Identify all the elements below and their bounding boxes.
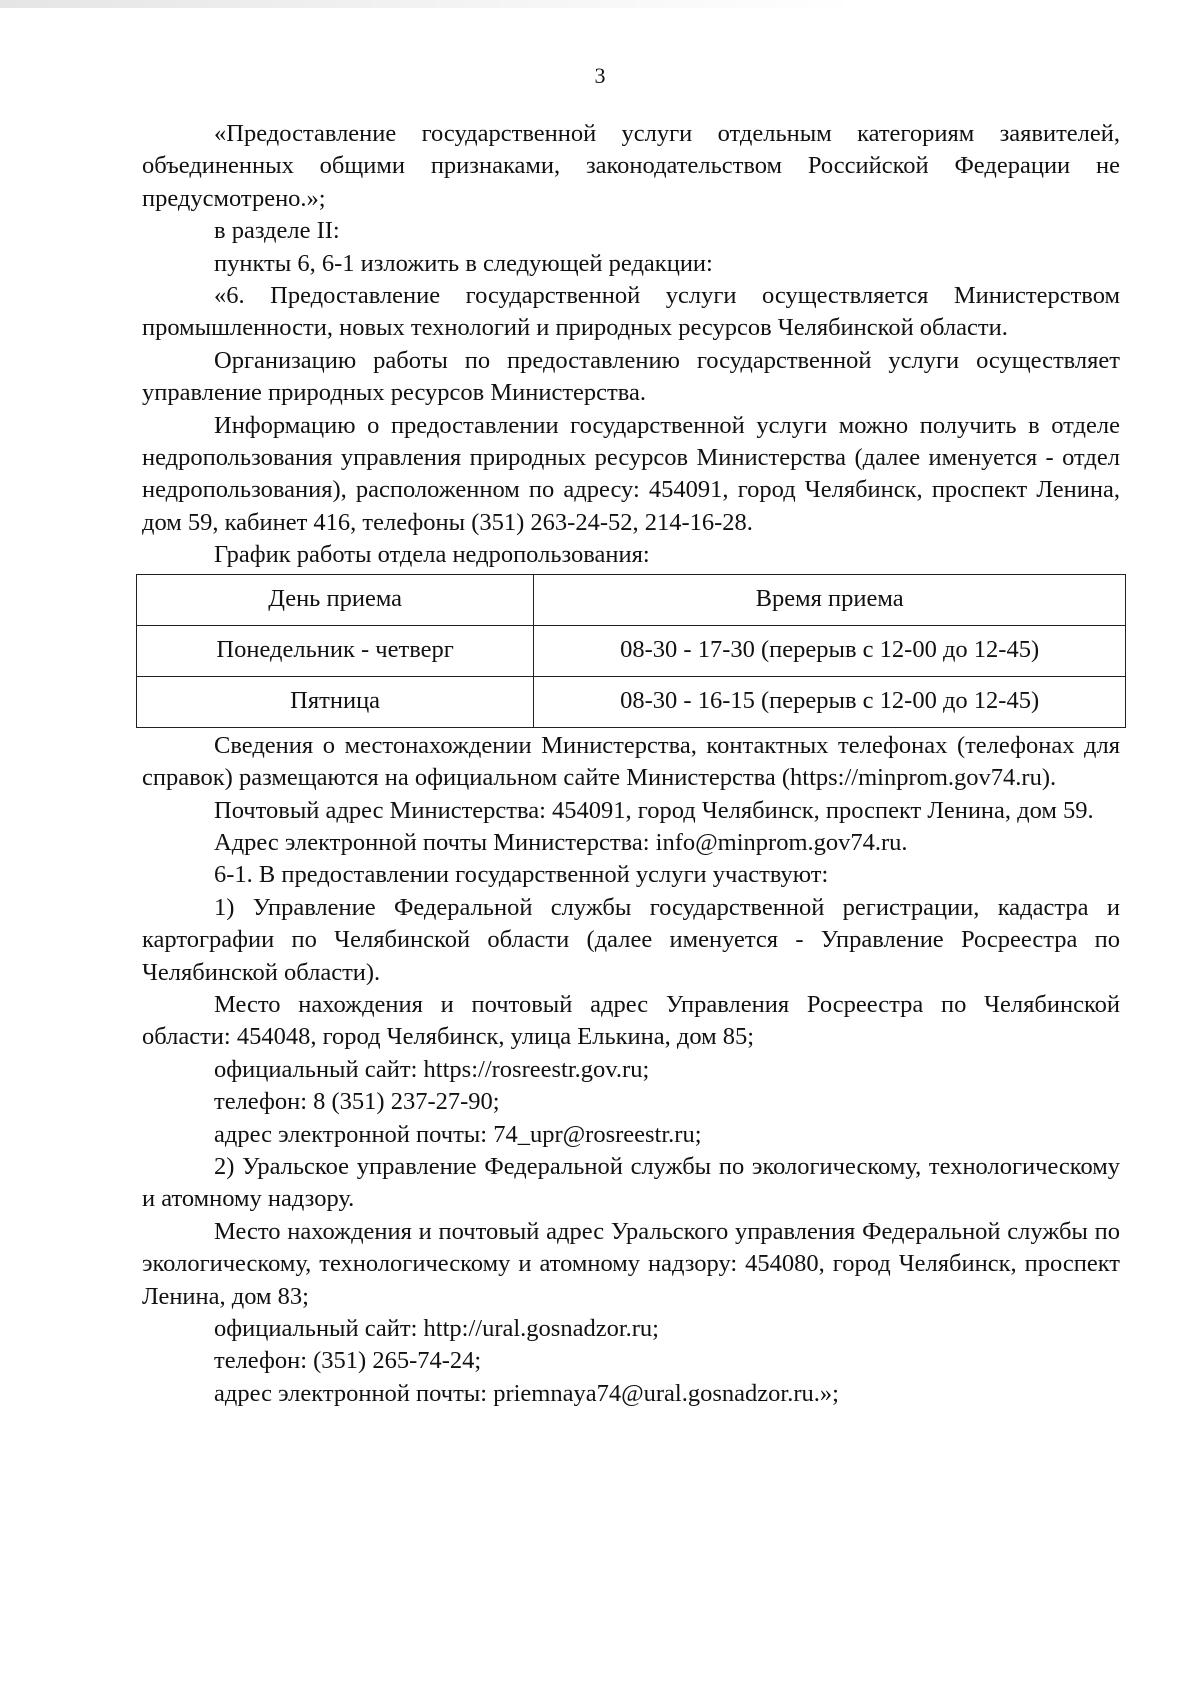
table-cell-time: 08-30 - 16-15 (перерыв с 12-00 до 12-45) bbox=[534, 676, 1126, 727]
table-header-row bbox=[137, 574, 1126, 625]
paragraph: адрес электронной почты: 74_upr@rosreestr.ru; bbox=[214, 1120, 702, 1148]
scan-edge-artifact bbox=[0, 0, 860, 8]
paragraph: «Предоставление государственной услуги отдельным категориям заявителей, объединенных общими признаками, законодательством Российской Федерации не предусмотрено.»; bbox=[142, 120, 1120, 212]
paragraph: Сведения о местонахождении Министерства, контактных телефонах (телефонах для справок) размещаются на официальном сайте Министерства (https://minprom.gov74.ru). bbox=[142, 731, 1120, 792]
paragraph: 1) Управление Федеральной службы государственной регистрации, кадастра и картографии по Челябинской области (далее именуется - Управление Росреестра по Челябинской области). bbox=[142, 893, 1120, 986]
paragraph: Организацию работы по предоставлению государственной услуги осуществляет управление природных ресурсов Министерства. bbox=[142, 346, 1120, 407]
paragraph: официальный сайт: https://rosreestr.gov.ru; bbox=[214, 1055, 650, 1083]
page-number: 3 bbox=[594, 63, 606, 88]
table-cell-time: 08-30 - 17-30 (перерыв с 12-00 до 12-45) bbox=[534, 625, 1126, 676]
paragraph: адрес электронной почты: priemnaya74@ural.gosnadzor.ru.»; bbox=[214, 1379, 839, 1407]
table-row bbox=[137, 625, 1126, 676]
paragraph: Почтовый адрес Министерства: 454091, город Челябинск, проспект Ленина, дом 59. bbox=[214, 796, 1094, 824]
paragraph: Информацию о предоставлении государственной услуги можно получить в отделе недропользования управления природных ресурсов Министерства (далее именуется - отдел недропользования), расположенном по адресу: 454091, город Челябинск, проспект Ленина, дом 59, кабинет 416, телефоны (351) 263-24-52, 214-16-28. bbox=[142, 411, 1120, 536]
paragraph: пункты 6, 6-1 изложить в следующей редакции: bbox=[214, 249, 713, 277]
schedule-title: График работы отдела недропользования: bbox=[214, 541, 650, 569]
paragraph: 6-1. В предоставлении государственной услуги участвуют: bbox=[214, 861, 829, 889]
paragraph: Место нахождения и почтовый адрес Управления Росреестра по Челябинской области: 454048, город Челябинск, улица Елькина, дом 85; bbox=[142, 990, 1120, 1051]
paragraph: официальный сайт: http://ural.gosnadzor.ru; bbox=[214, 1315, 659, 1342]
paragraph: в разделе II: bbox=[214, 217, 340, 245]
schedule-table bbox=[136, 574, 1126, 728]
paragraph: Место нахождения и почтовый адрес Уральского управления Федеральной службы по экологическому, технологическому и атомному надзору: 454080, город Челябинск, проспект Ленина, дом 83; bbox=[142, 1217, 1120, 1310]
paragraph: телефон: 8 (351) 237-27-90; bbox=[214, 1088, 500, 1116]
paragraph: Адрес электронной почты Министерства: info@minprom.gov74.ru. bbox=[214, 828, 908, 856]
table-row bbox=[137, 676, 1126, 727]
table-cell-day: Понедельник - четверг bbox=[137, 625, 534, 676]
paragraph: 2) Уральское управление Федеральной службы по экологическому, технологическому и атомному надзору. bbox=[142, 1152, 1120, 1213]
table-cell-day: Пятница bbox=[137, 676, 534, 727]
table-header-time: Время приема bbox=[534, 574, 1126, 625]
document-body bbox=[142, 118, 1120, 1410]
table-header-day: День приема bbox=[137, 574, 534, 625]
paragraph: «6. Предоставление государственной услуги осуществляется Министерством промышленности, новых технологий и природных ресурсов Челябинской области. bbox=[142, 282, 1120, 342]
paragraph: телефон: (351) 265-74-24; bbox=[214, 1347, 482, 1375]
